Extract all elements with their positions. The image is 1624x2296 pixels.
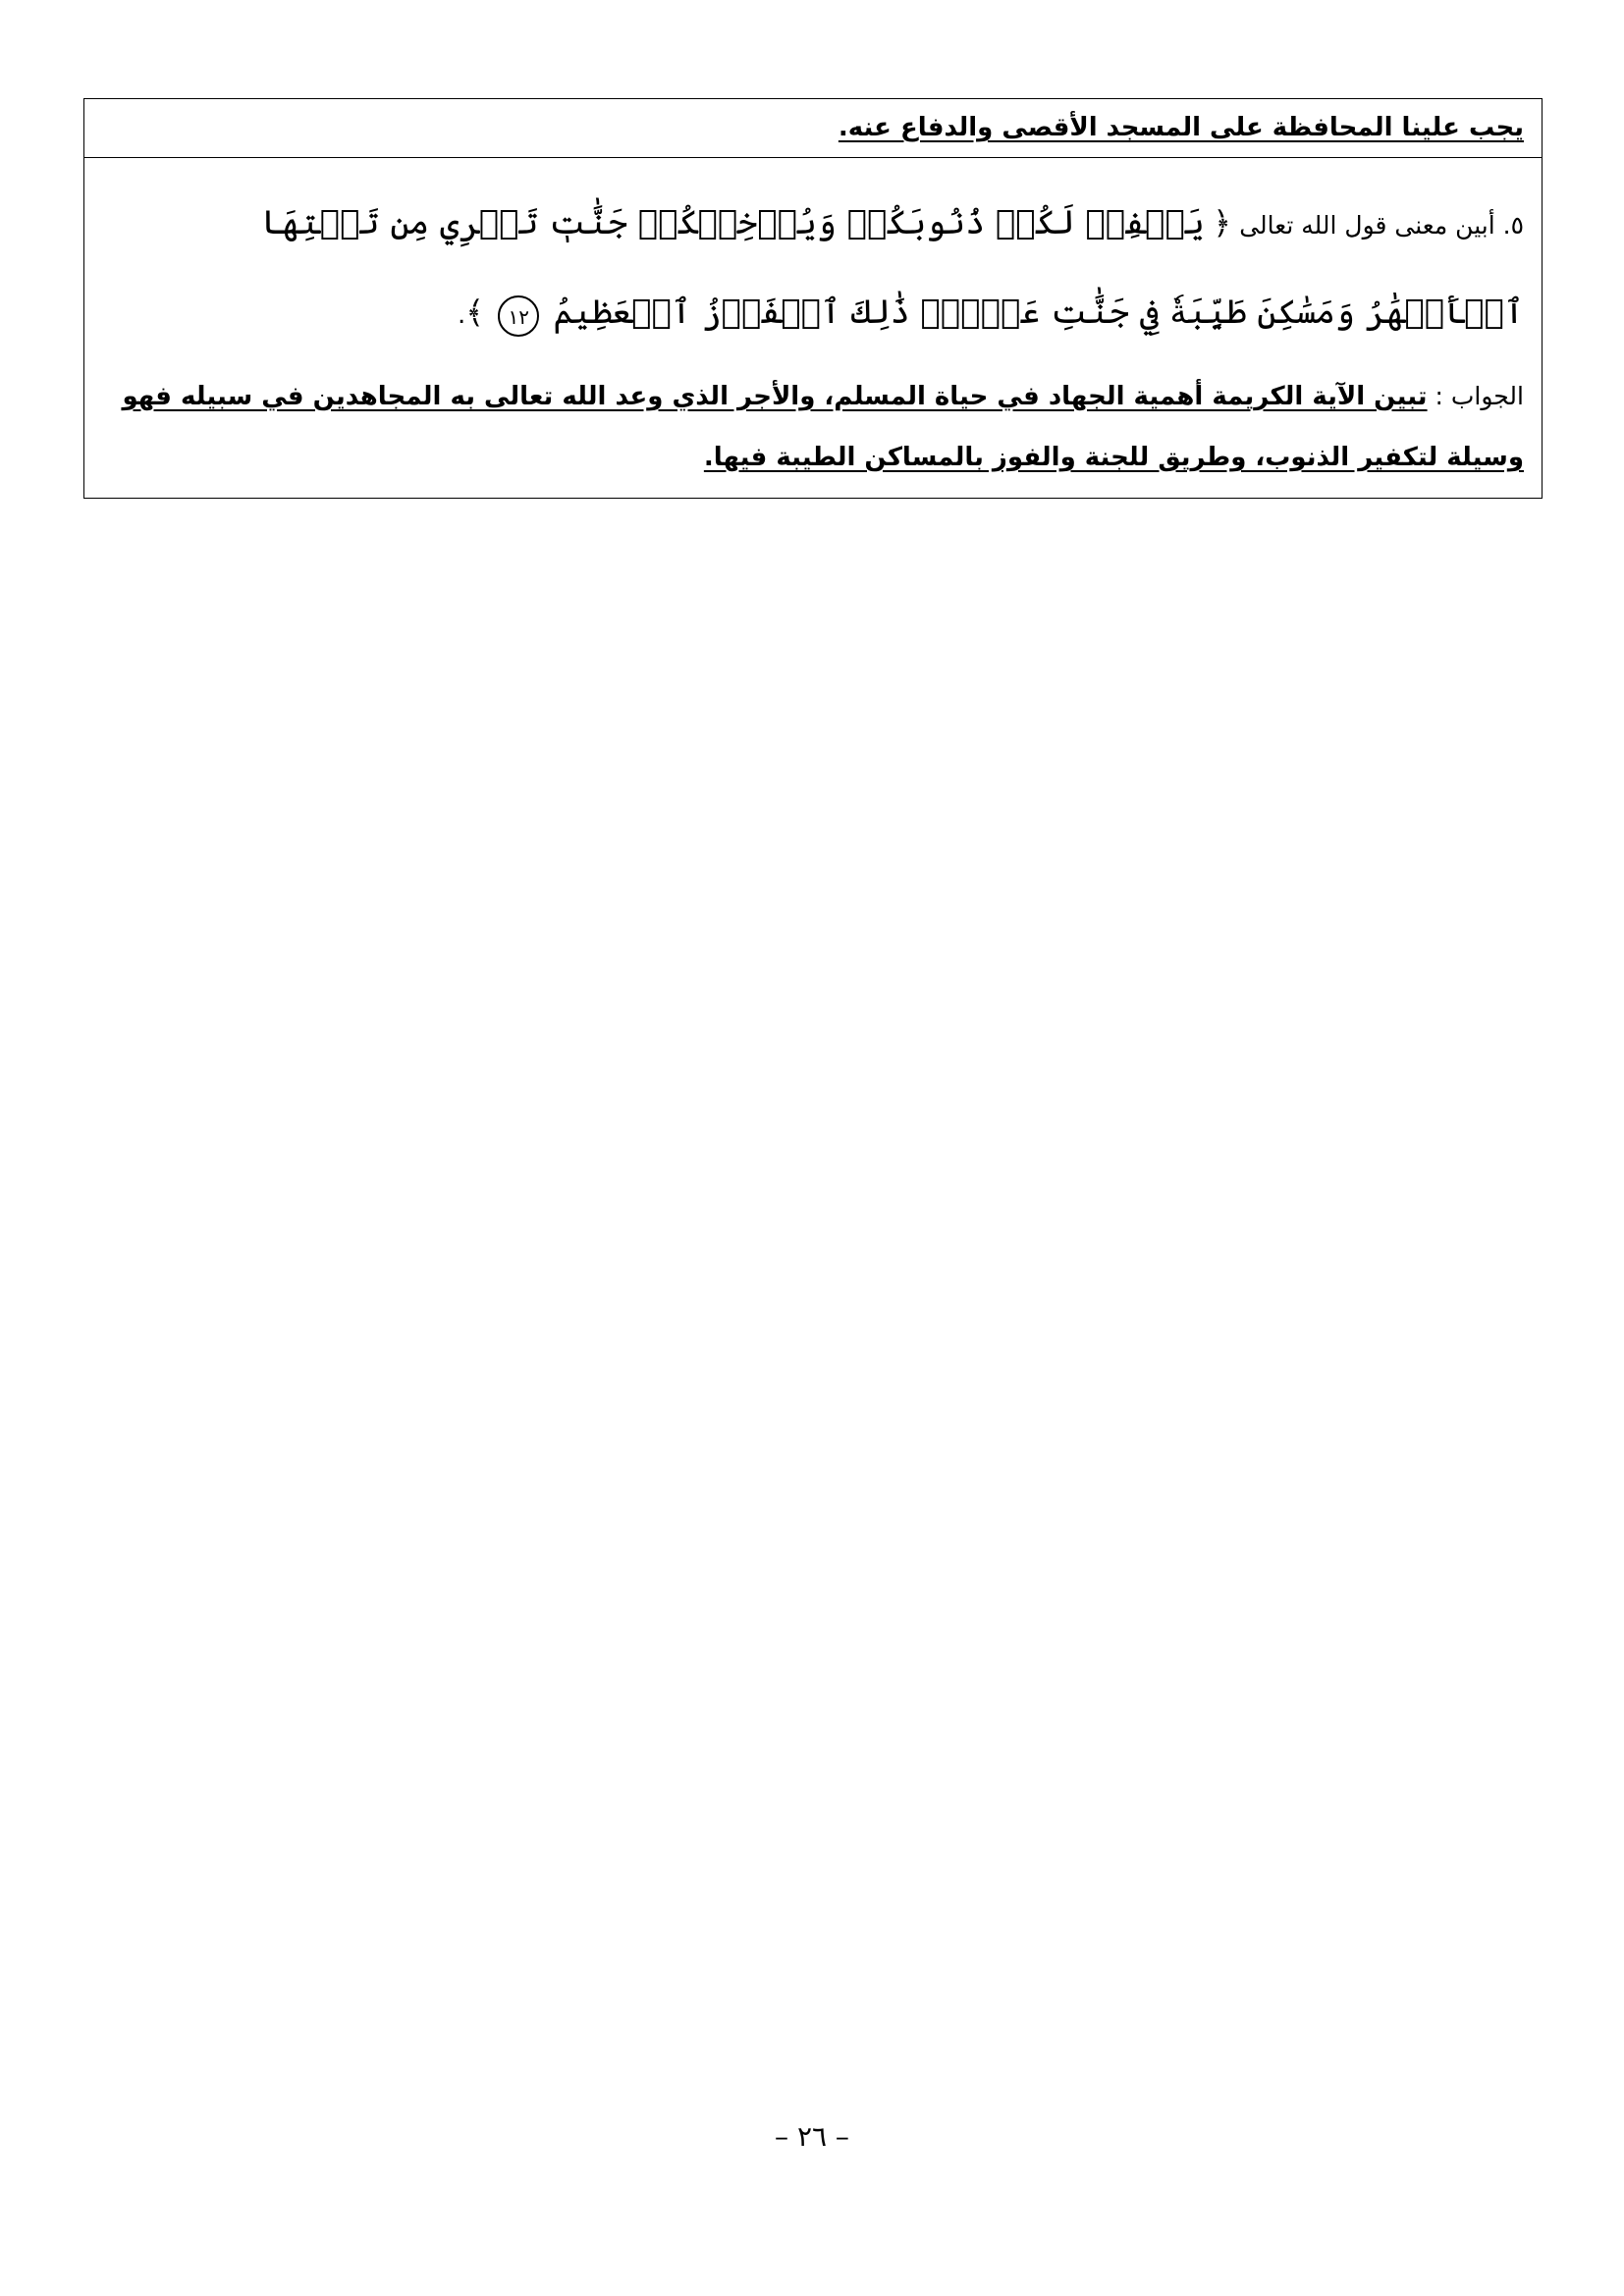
page-number: – ٢٦ – [775,2120,849,2153]
ayah-number-marker: ١٢ [498,295,539,337]
statement-row [84,99,1542,158]
answer-label: الجواب : [1435,382,1524,410]
verse-open-bracket: ﴿ [1213,204,1231,241]
verse-close-bracket: ﴾ [465,294,484,331]
content-box [83,98,1543,499]
question-row [84,158,1542,366]
answer-text: تبين الآية الكريمة أهمية الجهاد في حياة المسلم، والأجر الذي وعد الله تعالى به المجاهدين في سبيله فهو وسيلة لتكفير الذنوب، وطريق للجنة والفوز بالمساكن الطيبة فيها. [122,382,1524,472]
top-statement: يجب علينا المحافظة على المسجد الأقصى والدفاع عنه. [838,113,1524,142]
question-end: . [457,300,466,330]
quran-verse: يَغۡفِرۡ لَكُمۡ ذُنُوبَكُمۡ وَيُدۡخِلۡكُمۡ جَنَّٰتٖ تَجۡرِي مِن تَحۡتِهَا ٱلۡأَنۡهَٰرُ وَمَسَٰكِنَ طَيِّبَةٗ فِي جَنَّٰتِ عَدۡنٖۚ ذَٰلِكَ ٱلۡفَوۡزُ ٱلۡعَظِيمُ [261,203,1524,332]
question-prefix: ٥. أبين معنى قول الله تعالى [1239,211,1524,240]
answer-row [84,366,1542,498]
